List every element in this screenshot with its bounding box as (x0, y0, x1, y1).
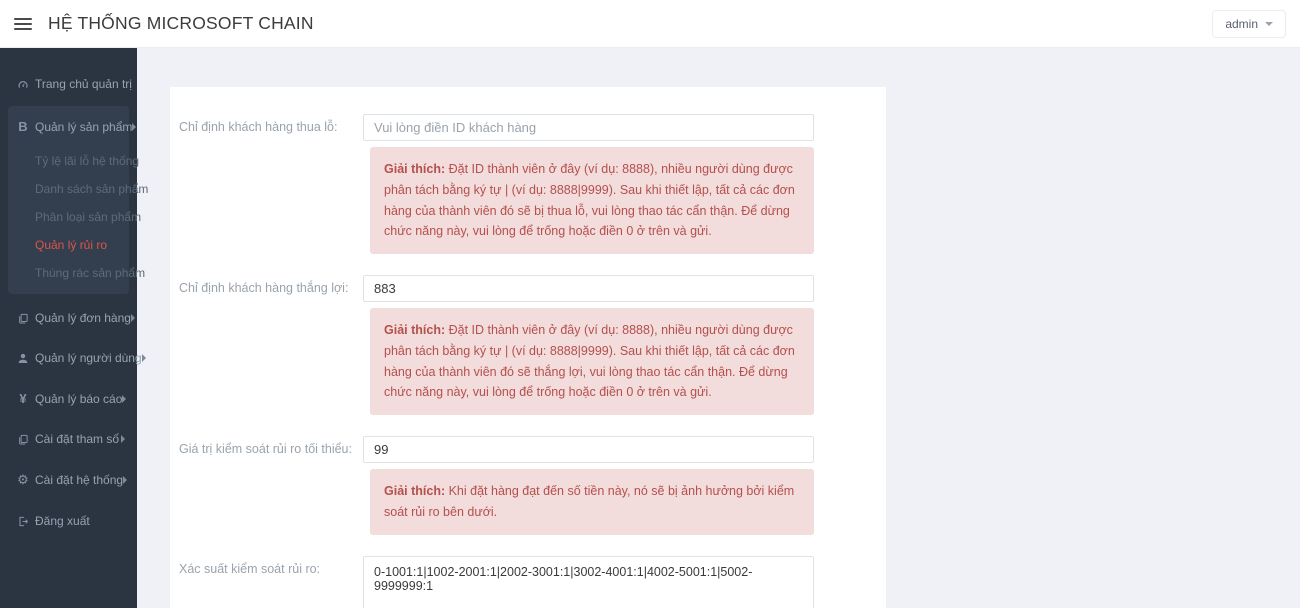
help-alert (370, 469, 814, 535)
help-alert-text: Khi đặt hàng đạt đến số tiền này, nó sẽ bị ảnh hưởng bởi kiểm soát rủi ro bên dưới. (384, 484, 795, 519)
help-alert-title: Giải thích: (384, 162, 446, 176)
sidebar-subitem-product-list[interactable]: Danh sách sản phẩm (35, 182, 149, 196)
risk-probability-textarea[interactable] (363, 556, 814, 608)
form-row-losing-customers (179, 114, 886, 254)
chevron-right-icon (122, 395, 126, 403)
losing-customers-input[interactable] (363, 114, 814, 141)
sidebar-subitem-product-trash[interactable]: Thùng rác sản phẩm (35, 266, 146, 280)
chevron-right-icon (123, 476, 127, 484)
file-icon (17, 433, 29, 446)
sidebar-item-label: Quản lý đơn hàng (35, 311, 131, 325)
help-alert-title: Giải thích: (384, 323, 446, 337)
copy-icon (17, 312, 29, 325)
gears-icon: ⚙ (17, 472, 29, 487)
sidebar-subitem-product-category[interactable]: Phân loại sản phẩm (35, 210, 142, 224)
chevron-right-icon (132, 123, 136, 131)
sidebar-subitem-risk-management[interactable]: Quản lý rủi ro (35, 238, 108, 252)
sidebar-subitem-profit-loss-rate[interactable]: Tỷ lệ lãi lỗ hệ thống (35, 154, 140, 168)
field-label: Xác suất kiểm soát rủi ro: (179, 561, 321, 576)
sidebar (0, 48, 149, 608)
form-row-winning-customers (179, 275, 886, 415)
chevron-right-icon (131, 314, 135, 322)
sidebar-item-users[interactable] (0, 338, 142, 378)
user-icon (17, 352, 29, 365)
sidebar-products-group (8, 106, 149, 294)
sidebar-item-label: Đăng xuất (35, 514, 90, 528)
top-header (0, 0, 1300, 48)
sidebar-item-label: Quản lý sản phẩm (35, 119, 133, 134)
risk-settings-card (170, 87, 886, 608)
logout-icon (17, 515, 29, 528)
winning-customers-input[interactable] (363, 275, 814, 302)
dashboard-icon (17, 78, 29, 91)
form-row-min-risk-value (179, 436, 886, 535)
min-risk-value-input[interactable] (363, 436, 814, 463)
chevron-down-icon (1265, 22, 1273, 26)
field-label: Chỉ định khách hàng thắng lợi: (179, 281, 349, 295)
sidebar-item-orders[interactable] (0, 298, 137, 338)
help-alert (370, 308, 814, 415)
sidebar-item-label: Trang chủ quản trị (35, 77, 132, 91)
admin-user-dropdown[interactable] (1212, 10, 1286, 38)
sidebar-item-label: Quản lý báo cáo (35, 391, 123, 406)
sidebar-item-reports[interactable] (0, 378, 137, 419)
sidebar-item-dashboard[interactable] (0, 64, 137, 104)
field-label: Giá trị kiểm soát rủi ro tối thiểu: (179, 442, 352, 456)
help-alert-text: Đặt ID thành viên ở đây (ví dụ: 8888), nhiều người dùng được phân tách bằng ký tự | (ví dụ: 8888|9999). Sau khi thiết lập, tất cả các đơn hàng của thành viên đó sẽ thắng lợi, vui lòng thao tác cẩn thận. Để dừng chức năng này, vui lòng để trống hoặc điền 0 ở trên và gửi. (384, 323, 795, 400)
sidebar-item-label: Cài đặt hệ thống (35, 473, 124, 487)
help-alert-text: Đặt ID thành viên ở đây (ví dụ: 8888), nhiều người dùng được phân tách bằng ký tự | (ví dụ: 8888|9999). Sau khi thiết lập, tất cả các đơn hàng của thành viên đó sẽ bị thua lỗ, vui lòng thao tác cẩn thận. Để dừng chức năng này, vui lòng để trống hoặc điền 0 ở trên và gửi. (384, 162, 795, 239)
sidebar-item-parameters[interactable] (0, 419, 137, 459)
sidebar-item-products[interactable] (8, 106, 133, 147)
field-label: Chỉ định khách hàng thua lỗ: (179, 120, 338, 134)
help-alert-title: Giải thích: (384, 484, 446, 498)
app-title: HỆ THỐNG MICROSOFT CHAIN (48, 13, 314, 33)
sidebar-item-system-settings[interactable] (0, 459, 137, 501)
sidebar-item-label: Quản lý người dùng (35, 351, 142, 365)
admin-user-label: admin (1225, 16, 1258, 31)
yen-icon: ¥ (19, 391, 27, 406)
help-alert (370, 147, 814, 254)
sidebar-item-label: Cài đặt tham số (35, 432, 120, 446)
form-row-risk-probability (179, 556, 886, 608)
bitcoin-icon: B (18, 119, 28, 134)
sidebar-item-logout[interactable] (0, 501, 137, 541)
chevron-right-icon (121, 435, 125, 443)
hamburger-menu-icon[interactable] (14, 13, 32, 35)
main-content (137, 48, 1300, 608)
